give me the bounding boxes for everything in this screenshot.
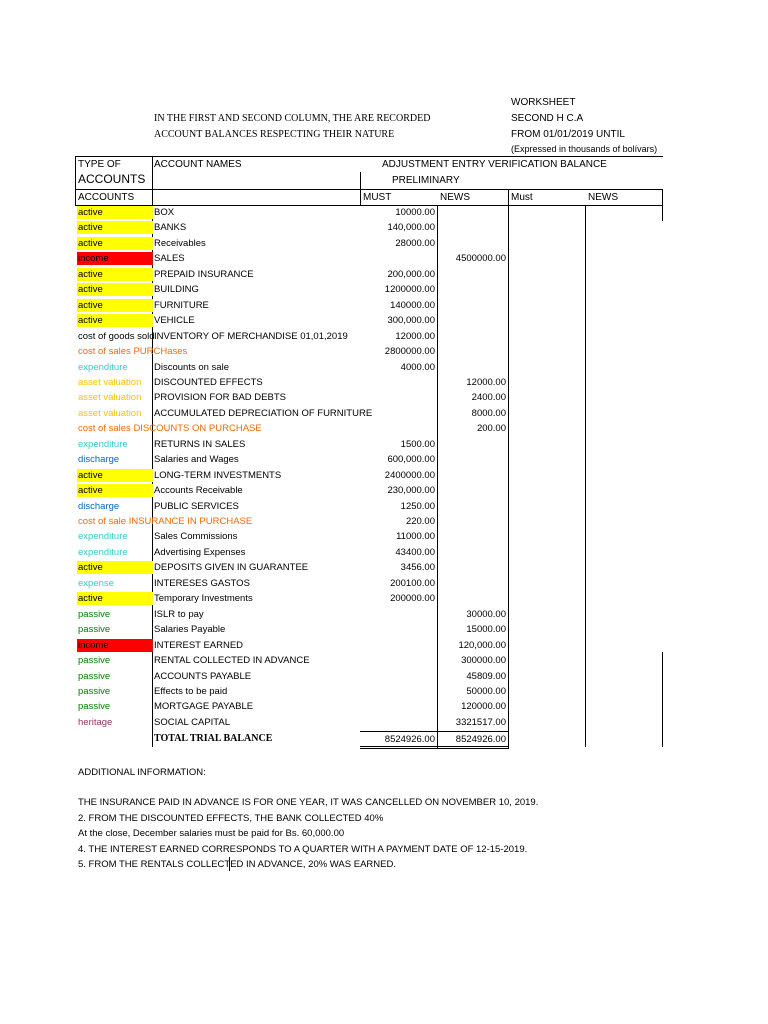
account-type: passive [78,701,111,713]
account-name: FURNITURE [154,299,209,311]
news-value: 45809.00 [466,670,506,682]
accounts-subheading: ACCOUNTS [78,192,135,203]
table-row [0,639,768,654]
account-name: LONG-TERM INVESTMENTS [154,469,282,481]
account-type: active [77,221,153,234]
must-value: 600,000.00 [387,454,435,466]
must-value: 140000.00 [390,299,435,311]
account-name: Advertising Expenses [154,546,246,558]
table-row [0,221,768,236]
must-value: 1200000.00 [384,284,435,296]
account-type: passive [78,624,111,636]
table-row [0,268,768,283]
table-row [0,546,768,561]
account-type: discharge [78,500,120,512]
currency-note: (Expressed in thousands of bolívars) [511,144,658,154]
table-row [0,592,768,607]
account-name: BOX [154,207,175,218]
account-name: Sales Commissions [154,531,238,543]
account-name: PUBLIC SERVICES [154,500,239,512]
account-name: ACCUMULATED DEPRECIATION OF FURNITURE [154,407,373,419]
account-type: expenditure [78,361,128,373]
account-type: active [77,469,153,482]
account-type: passive [78,670,111,682]
news-value: 50000.00 [466,685,506,697]
must-value: 140,000.00 [387,222,435,234]
account-type: asset valuation [78,376,142,388]
accounts-heading: ACCOUNTS [78,172,146,186]
account-type: active [77,268,153,281]
account-name: Temporary Investments [154,593,253,605]
account-name: SOCIAL CAPITAL [154,716,231,728]
account-type: expenditure [78,531,128,543]
table-row [0,422,768,437]
total-must: 8524926.00 [384,734,435,745]
account-name: DEPOSITS GIVEN IN GUARANTEE [154,562,309,574]
table-row [0,252,768,267]
adjustment-heading: ADJUSTMENT ENTRY VERIFICATION BALANCE [382,159,607,170]
table-row [0,484,768,499]
additional-line-4: 4. THE INTEREST EARNED CORRESPONDS TO A QUARTER WITH A PAYMENT DATE OF 12-15-2019. [78,844,528,855]
table-row [0,577,768,592]
table-row [0,438,768,453]
must-value: 2800000.00 [384,346,435,358]
account-type: passive [78,685,111,697]
account-type: cost of sales DISCOUNTS ON PURCHASE [78,423,262,435]
total-double-border [360,748,509,749]
account-name: VEHICLE [154,315,195,327]
account-name: PREPAID INSURANCE [154,268,254,280]
must-value: 200100.00 [390,577,435,589]
table-row [0,206,768,221]
note-line-1: IN THE FIRST AND SECOND COLUMN, THE ARE RECORDED [154,113,431,124]
account-type: active [77,206,153,219]
account-names-heading: ACCOUNT NAMES [154,159,242,170]
table-row [0,453,768,468]
table-row [0,716,768,731]
must-value: 12000.00 [395,330,435,342]
must-heading-2: Must [511,192,533,203]
news-value: 4500000.00 [455,253,506,265]
account-type: income [77,639,153,652]
account-name: INVENTORY OF MERCHANDISE 01,01,2019 [154,330,348,342]
account-type: active [77,314,153,327]
table-row [0,608,768,623]
additional-line-5: 5. FROM THE RENTALS COLLECTED IN ADVANCE, 20% WAS EARNED. [78,859,396,870]
account-type: active [77,237,153,250]
table-row [0,361,768,376]
account-type: cost of sales PURCHases [78,346,188,358]
table-row [0,345,768,360]
preliminary-heading: PRELIMINARY [392,175,460,186]
additional-line-1: THE INSURANCE PAID IN ADVANCE IS FOR ONE YEAR, IT WAS CANCELLED ON NOVEMBER 10, 2019. [78,797,539,808]
news-value: 15000.00 [466,624,506,636]
account-name: Discounts on sale [154,361,229,373]
table-row [0,700,768,715]
table-row [0,500,768,515]
account-type: asset valuation [78,407,142,419]
account-name: ISLR to pay [154,608,204,620]
subheader-top-border [75,189,663,190]
table-row [0,685,768,700]
account-name: ACCOUNTS PAYABLE [154,670,252,682]
must-value: 1500.00 [400,438,435,450]
account-type: passive [78,655,111,667]
must-value: 1250.00 [400,500,435,512]
total-bottom-border [360,746,509,747]
table-row [0,670,768,685]
table-row [0,283,768,298]
worksheet-label: WORKSHEET [511,97,576,108]
account-name: Effects to be paid [154,685,228,697]
table-row [0,530,768,545]
news-heading-2: NEWS [588,192,618,203]
account-type: discharge [78,454,120,466]
total-top-border [360,731,509,732]
account-type: cost of sale INSURANCE IN PURCHASE [78,516,253,527]
news-value: 2400.00 [471,392,506,404]
account-type: expenditure [78,546,128,558]
must-heading: MUST [363,192,392,203]
total-news: 8524926.00 [455,734,506,745]
header-top-border [75,156,663,157]
account-name: Salaries Payable [154,624,226,636]
news-value: 3321517.00 [455,716,506,728]
table-row [0,623,768,638]
header-left-border [75,156,76,205]
account-type: expenditure [78,438,128,450]
account-name: SALES [154,253,185,265]
must-value: 10000.00 [395,207,435,218]
account-name: PROVISION FOR BAD DEBTS [154,392,286,404]
table-row [0,299,768,314]
news-value: 120,000.00 [458,639,506,651]
must-value: 300,000.00 [387,315,435,327]
news-heading: NEWS [440,192,470,203]
must-value: 43400.00 [395,546,435,558]
account-name: RETURNS IN SALES [154,438,246,450]
account-type: asset valuation [78,392,142,404]
note-line-2: ACCOUNT BALANCES RESPECTING THEIR NATURE [154,129,395,140]
must-value: 3456.00 [400,562,435,574]
account-name: Salaries and Wages [154,454,239,466]
account-type: active [77,592,153,605]
company-name: SECOND H C.A [511,113,584,124]
account-name: RENTAL COLLECTED IN ADVANCE [154,655,310,667]
must-value: 11000.00 [396,531,435,543]
account-name: BANKS [154,222,187,234]
must-value: 200000.00 [390,593,435,605]
table-row [0,391,768,406]
account-type: passive [78,608,111,620]
table-row [0,515,768,530]
account-name: Receivables [154,237,206,249]
table-row [0,469,768,484]
must-value: 28000.00 [395,237,435,249]
account-type: active [77,484,153,497]
account-name: MORTGAGE PAYABLE [154,701,254,713]
account-type: heritage [78,716,113,728]
additional-line-2: 2. FROM THE DISCOUNTED EFFECTS, THE BANK COLLECTED 40% [78,813,384,824]
table-row [0,407,768,422]
account-type: expense [78,577,114,589]
table-row [0,330,768,345]
must-value: 2400000.00 [384,469,435,481]
header-divider-1 [152,156,153,205]
type-of-label: TYPE OF [78,159,121,170]
account-type: cost of goods sold [78,330,155,342]
additional-line-3: At the close, December salaries must be paid for Bs. 60,000.00 [78,828,345,839]
news-value: 30000.00 [466,608,506,620]
account-name: INTERESES GASTOS [154,577,250,589]
must-value: 200,000.00 [387,268,435,280]
must-value: 220.00 [405,516,435,527]
news-value: 300000.00 [461,655,506,667]
table-row [0,376,768,391]
account-name: INTEREST EARNED [154,639,244,651]
table-row [0,314,768,329]
table-row [0,561,768,576]
account-type: active [77,561,153,574]
account-name: Accounts Receivable [154,485,243,497]
account-name: BUILDING [154,284,199,296]
account-type: active [77,283,153,296]
must-value: 230,000.00 [387,485,435,497]
table-row [0,654,768,669]
account-type: active [77,299,153,312]
account-name: DISCOUNTED EFFECTS [154,376,263,388]
news-value: 12000.00 [466,376,506,388]
news-value: 120000.00 [461,701,506,713]
total-label: TOTAL TRIAL BALANCE [154,733,273,744]
period-label: FROM 01/01/2019 UNTIL [511,129,625,140]
additional-title: ADDITIONAL INFORMATION: [78,767,206,778]
news-value: 8000.00 [471,407,506,419]
account-type: income [77,252,153,265]
must-value: 4000.00 [400,361,435,373]
table-row [0,237,768,252]
news-value: 200.00 [476,423,506,435]
